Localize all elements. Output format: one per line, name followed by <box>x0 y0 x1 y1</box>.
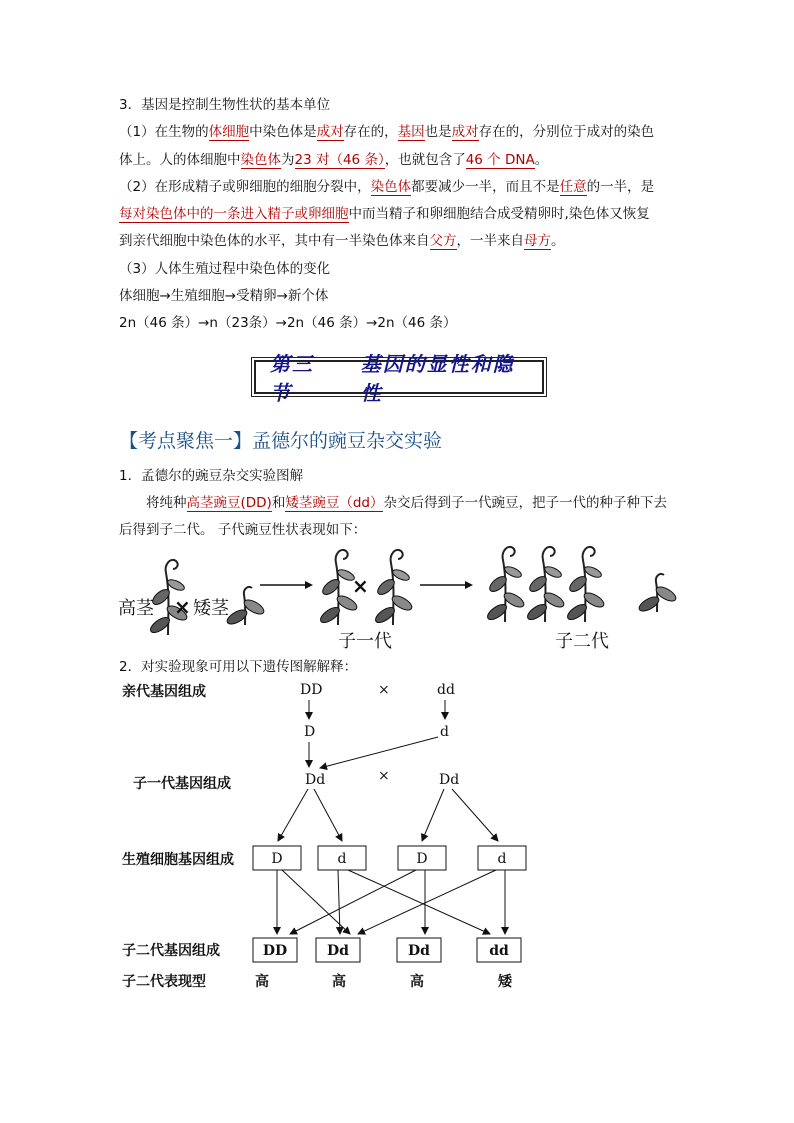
section3-paragraph2-line2 <box>119 204 650 224</box>
text: 存在的， <box>343 124 398 140</box>
key-term: 成对 <box>451 124 479 140</box>
text: 杂交后得到子一代豌豆，把子一代的种子种下去 <box>383 495 667 511</box>
text: 为 <box>281 152 295 168</box>
item2-heading: 2．对实验现象可用以下遗传图解解释： <box>119 659 358 675</box>
key-term: 23 对（46 条） <box>294 152 385 168</box>
genetics-diagram <box>0 675 794 1005</box>
f2-short-pea-plant <box>637 574 678 614</box>
section-title-number: 第三节 <box>270 352 314 405</box>
cross-symbol: × <box>352 574 369 598</box>
arrow <box>422 789 444 841</box>
parent-gamete-right: d <box>440 724 449 740</box>
arrow <box>278 789 308 841</box>
arrowhead <box>305 581 313 589</box>
phenotype-label: 矮 <box>498 974 512 990</box>
offspring-genotype: Dd <box>408 943 430 959</box>
text: ，也就包含了 <box>384 152 466 168</box>
gamete-label: D <box>271 851 283 867</box>
kaodian-heading <box>119 426 442 453</box>
f1-genotype-left: Dd <box>305 772 326 788</box>
section3-paragraph4: 体细胞→生殖细胞→受精卵→新个体 <box>119 288 329 304</box>
arrowhead <box>465 581 473 589</box>
text: （1）在生物的 <box>119 124 209 140</box>
text: ，一半来自 <box>456 233 524 249</box>
section3-paragraph2-line3 <box>119 231 565 251</box>
offspring-genotype: dd <box>489 943 509 959</box>
section3-heading: 3．基因是控制生物性状的基本单位 <box>119 97 331 113</box>
item1-body-line2: 后得到子二代。 子代豌豆性状表现如下： <box>119 522 367 538</box>
arrow <box>348 870 490 934</box>
section3-paragraph1-line1 <box>119 122 654 142</box>
text: 到亲代细胞中染色体的水平，其中有一半染色体来自 <box>119 233 430 249</box>
text: 中而当精子和卵细胞结合成受精卵时,染色体又恢复 <box>348 206 650 222</box>
arrow <box>290 870 416 934</box>
row-label-gamete: 生殖细胞基因组成 <box>122 852 234 868</box>
arrow <box>314 789 342 841</box>
key-term: 46 个 DNA <box>465 152 535 168</box>
key-term: 基因 <box>397 124 425 140</box>
section3-paragraph3: （3）人体生殖过程中染色体的变化 <box>119 261 331 277</box>
gamete-label: d <box>497 851 507 867</box>
key-term: 染色体 <box>370 179 412 195</box>
tall-label: 高茎 <box>118 598 154 619</box>
key-term: 高茎豌豆(DD) <box>186 495 272 511</box>
f1-cross: × <box>378 768 390 784</box>
row-label-parent: 亲代基因组成 <box>122 684 206 700</box>
text: 都要减少一半，而且不是 <box>411 179 560 195</box>
section-title-text: 基因的显性和隐性 <box>360 352 515 405</box>
parent-genotype-left: DD <box>300 682 323 698</box>
item1-heading: 1．孟德尔的豌豆杂交实验图解 <box>119 468 304 484</box>
key-term: 染色体 <box>240 152 281 168</box>
text: 的一半，是 <box>586 179 655 195</box>
phenotype-label: 高 <box>332 974 346 990</box>
text: 。 <box>551 233 565 249</box>
f2-pea-plant <box>565 547 606 622</box>
text: 也是 <box>424 124 452 140</box>
item1-body-line1 <box>146 493 667 513</box>
offspring-genotype: DD <box>262 943 288 959</box>
section3-paragraph2-line1 <box>119 177 654 197</box>
text: 体上。人的体细胞中 <box>119 152 241 168</box>
f2-pea-plant <box>525 547 566 622</box>
key-term: 体细胞 <box>208 124 250 140</box>
phenotype-label: 高 <box>255 974 269 990</box>
f1-label: 子一代 <box>338 631 392 652</box>
kaodian-label: 考点聚焦一 <box>138 430 234 452</box>
phenotype-label: 高 <box>410 974 424 990</box>
row-label-f2: 子二代基因组成 <box>122 943 220 959</box>
f1-genotype-right: Dd <box>439 772 460 788</box>
key-term: 矮茎豌豆（dd） <box>285 495 384 511</box>
key-term: 母方 <box>524 233 551 249</box>
f2-pea-plant <box>485 547 526 622</box>
bracket: 【 <box>119 430 139 452</box>
key-term: 每对染色体中的一条进入精子或卵细胞 <box>119 206 349 222</box>
cross-symbol: × <box>174 595 191 619</box>
parent-gamete-left: D <box>304 724 316 740</box>
row-label-phenotype: 子二代表现型 <box>122 974 206 990</box>
arrow <box>358 870 496 934</box>
gamete-label: D <box>416 851 428 867</box>
f1-pea-plant <box>373 550 414 625</box>
offspring-genotype: Dd <box>327 943 349 959</box>
section3-paragraph5: 2n（46 条）→n（23条）→2n（46 条）→2n（46 条） <box>119 315 457 331</box>
short-pea-plant <box>225 587 266 627</box>
short-label: 矮茎 <box>193 598 229 619</box>
f2-label: 子二代 <box>555 631 609 652</box>
text: 存在的，分别位于成对的染色 <box>478 124 655 140</box>
section3-paragraph1-line2 <box>119 150 548 170</box>
text: 将纯种 <box>146 495 187 511</box>
parent-cross: × <box>378 682 390 698</box>
arrow <box>320 737 438 768</box>
pea-cross-figure <box>0 540 794 655</box>
bracket: 】 <box>233 430 253 452</box>
gamete-label: d <box>337 851 347 867</box>
row-label-f1: 子一代基因组成 <box>133 776 231 792</box>
section-title-box <box>254 352 544 405</box>
parent-genotype-right: dd <box>437 682 455 698</box>
text: 。 <box>534 152 549 168</box>
key-term: 成对 <box>316 124 344 140</box>
text: 和 <box>271 495 286 511</box>
arrow <box>338 870 340 934</box>
text: 中染色体是 <box>249 124 317 140</box>
key-term: 父方 <box>429 233 457 249</box>
kaodian-title: 孟德尔的豌豆杂交实验 <box>252 430 443 452</box>
key-term: 任意 <box>559 179 587 195</box>
text: （2）在形成精子或卵细胞的细胞分裂中， <box>119 179 371 195</box>
arrow <box>452 789 498 841</box>
